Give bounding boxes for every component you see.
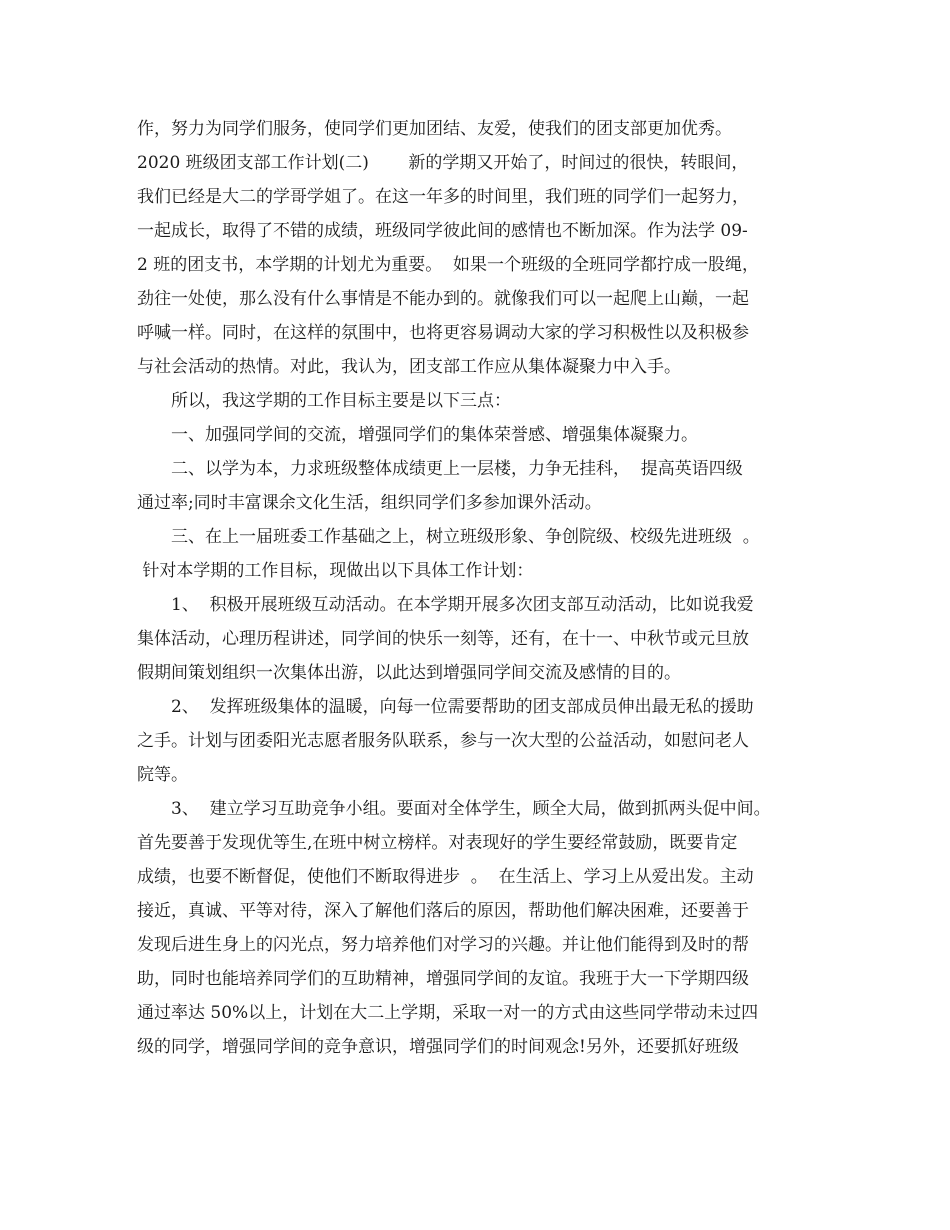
text-line: 劲往一处使，那么没有什么事情是不能办到的。就像我们可以一起爬上山巅，一起 [137, 289, 749, 309]
text-line: 假期间策划组织一次集体出游，以此达到增强同学间交流及感情的目的。 [137, 663, 681, 683]
text-line: 我们已经是大二的学哥学姐了。在这一年多的时间里，我们班的同学们一起努力， [137, 187, 749, 207]
text-line: 针对本学期的工作目标，现做出以下具体工作计划： [137, 561, 534, 581]
text-line: 通过率达 50%以上，计划在大二上学期，采取一对一的方式由这些同学带动未过四 [137, 1003, 759, 1023]
text-line: 二、以学为本，力求班级整体成绩更上一层楼，力争无挂科， 提高英语四级 [137, 459, 743, 479]
text-line: 2020 班级团支部工作计划(二) 新的学期又开始了，时间过的很快，转眼间， [137, 153, 749, 173]
text-line: 首先要善于发现优等生,在班中树立榜样。对表现好的学生要经常鼓励，既要肯定 [137, 833, 738, 853]
text-line: 接近，真诚、平等对待，深入了解他们落后的原因，帮助他们解决困难，还要善于 [137, 901, 749, 921]
text-line: 2 班的团支书，本学期的计划尤为重要。 如果一个班级的全班同学都拧成一股绳， [137, 255, 760, 275]
text-line: 呼喊一样。同时，在这样的氛围中，也将更容易调动大家的学习积极性以及积极参 [137, 323, 749, 343]
text-line: 三、在上一届班委工作基础之上，树立班级形象、争创院级、校级先进班级 。 [137, 527, 760, 547]
text-line: 所以，我这学期的工作目标主要是以下三点： [137, 391, 511, 411]
text-line: 3、 建立学习互助竞争小组。要面对全体学生，顾全大局，做到抓两头促中间。 [137, 799, 771, 819]
text-line: 之手。计划与团委阳光志愿者服务队联系，参与一次大型的公益活动，如慰问老人 [137, 731, 749, 751]
text-line: 发现后进生身上的闪光点，努力培养他们对学习的兴趣。并让他们能得到及时的帮 [137, 935, 749, 955]
text-line: 作，努力为同学们服务，使同学们更加团结、友爱，使我们的团支部更加优秀。 [137, 119, 732, 139]
text-line: 助，同时也能培养同学们的互助精神，增强同学间的友谊。我班于大一下学期四级 [137, 969, 749, 989]
text-line: 1、 积极开展班级互动活动。在本学期开展多次团支部互动活动，比如说我爱 [137, 595, 754, 615]
text-line: 与社会活动的热情。对此，我认为，团支部工作应从集体凝聚力中入手。 [137, 357, 681, 377]
text-line: 级的同学，增强同学间的竞争意识，增强同学们的时间观念!另外，还要抓好班级 [137, 1037, 739, 1057]
text-line: 一、加强同学间的交流，增强同学们的集体荣誉感、增强集体凝聚力。 [137, 425, 698, 445]
text-line: 通过率;同时丰富课余文化生活，组织同学们多参加课外活动。 [137, 493, 602, 513]
text-line: 成绩，也要不断督促，使他们不断取得进步 。 在生活上、学习上从爱出发。主动 [137, 867, 754, 887]
text-line: 2、 发挥班级集体的温暖，向每一位需要帮助的团支部成员伸出最无私的援助 [137, 697, 754, 717]
text-line: 集体活动，心理历程讲述，同学间的快乐一刻等，还有，在十一、中秋节或元旦放 [137, 629, 749, 649]
text-line: 一起成长，取得了不错的成绩，班级同学彼此间的感情也不断加深。作为法学 09- [137, 221, 748, 241]
text-line: 院等。 [137, 765, 188, 785]
